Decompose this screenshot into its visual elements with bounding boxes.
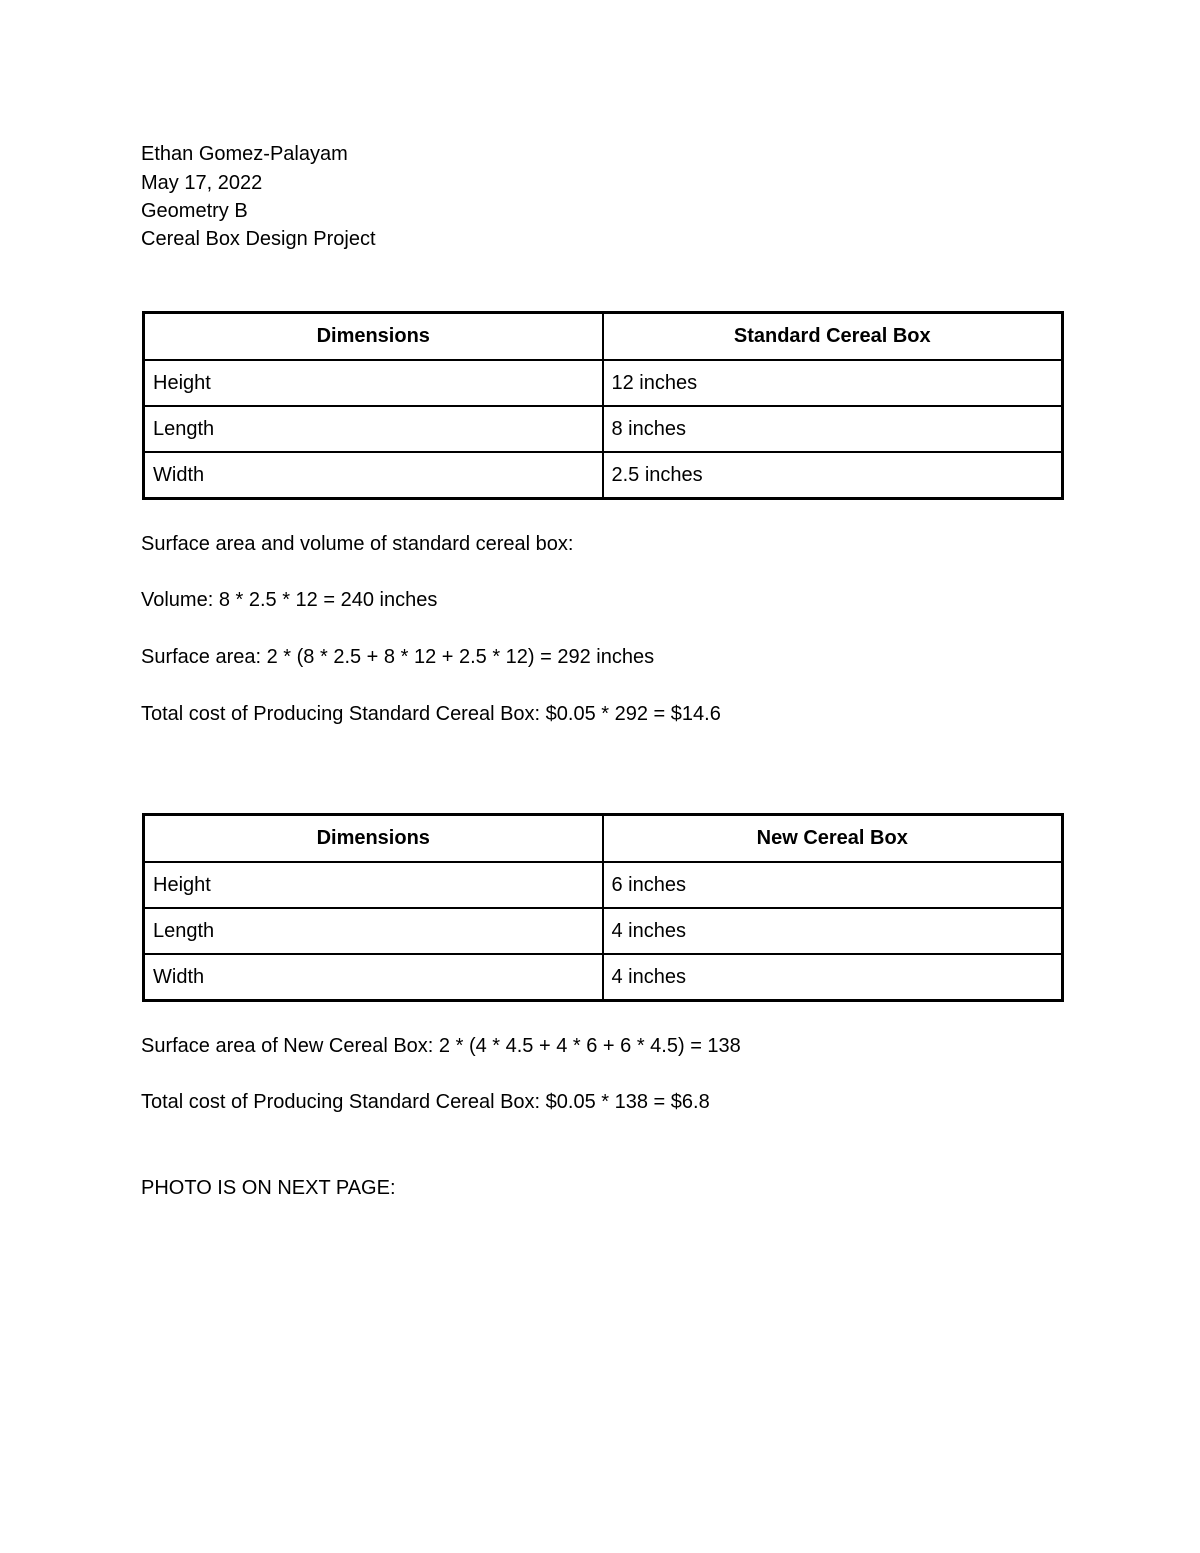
- table-row: [144, 452, 1063, 499]
- table-cell-label: Height: [144, 360, 603, 406]
- table-cell-value: 8 inches: [603, 406, 1063, 452]
- table-cell-value: 4 inches: [603, 954, 1063, 1001]
- author-name: Ethan Gomez-Palayam: [141, 143, 348, 165]
- table-row: [144, 954, 1063, 1001]
- table-row: [144, 406, 1063, 452]
- course-name: Geometry B: [141, 200, 248, 222]
- table-cell-value: 4 inches: [603, 908, 1063, 954]
- table-cell-label: Length: [144, 406, 603, 452]
- document-date: May 17, 2022: [141, 172, 263, 194]
- standard-total-cost: Total cost of Producing Standard Cereal Box: $0.05 * 292 = $14.6: [141, 703, 721, 725]
- table-header-cell: Dimensions: [144, 313, 603, 361]
- standard-volume: Volume: 8 * 2.5 * 12 = 240 inches: [141, 589, 438, 611]
- table-header-cell: New Cereal Box: [603, 815, 1063, 863]
- table-cell-value: 12 inches: [603, 360, 1063, 406]
- table-header-cell: Standard Cereal Box: [603, 313, 1063, 361]
- table-cell-label: Width: [144, 954, 603, 1001]
- table-header-row: [144, 815, 1063, 863]
- table-cell-label: Length: [144, 908, 603, 954]
- table-cell-label: Width: [144, 452, 603, 499]
- new-surface-area: Surface area of New Cereal Box: 2 * (4 * 4.5 + 4 * 6 + 6 * 4.5) = 138: [141, 1035, 741, 1057]
- table-header-row: [144, 313, 1063, 361]
- table-row: [144, 862, 1063, 908]
- table-header-cell: Dimensions: [144, 815, 603, 863]
- table-cell-label: Height: [144, 862, 603, 908]
- new-total-cost: Total cost of Producing Standard Cereal Box: $0.05 * 138 = $6.8: [141, 1091, 710, 1113]
- table-row: [144, 360, 1063, 406]
- standard-calc-intro: Surface area and volume of standard cereal box:: [141, 533, 574, 555]
- table-row: [144, 908, 1063, 954]
- table-cell-value: 2.5 inches: [603, 452, 1063, 499]
- photo-note: PHOTO IS ON NEXT PAGE:: [141, 1177, 396, 1199]
- new-box-table: [142, 813, 1064, 1002]
- table-cell-value: 6 inches: [603, 862, 1063, 908]
- project-title: Cereal Box Design Project: [141, 228, 376, 250]
- standard-box-table: [142, 311, 1064, 500]
- standard-surface-area: Surface area: 2 * (8 * 2.5 + 8 * 12 + 2.5 * 12) = 292 inches: [141, 646, 655, 668]
